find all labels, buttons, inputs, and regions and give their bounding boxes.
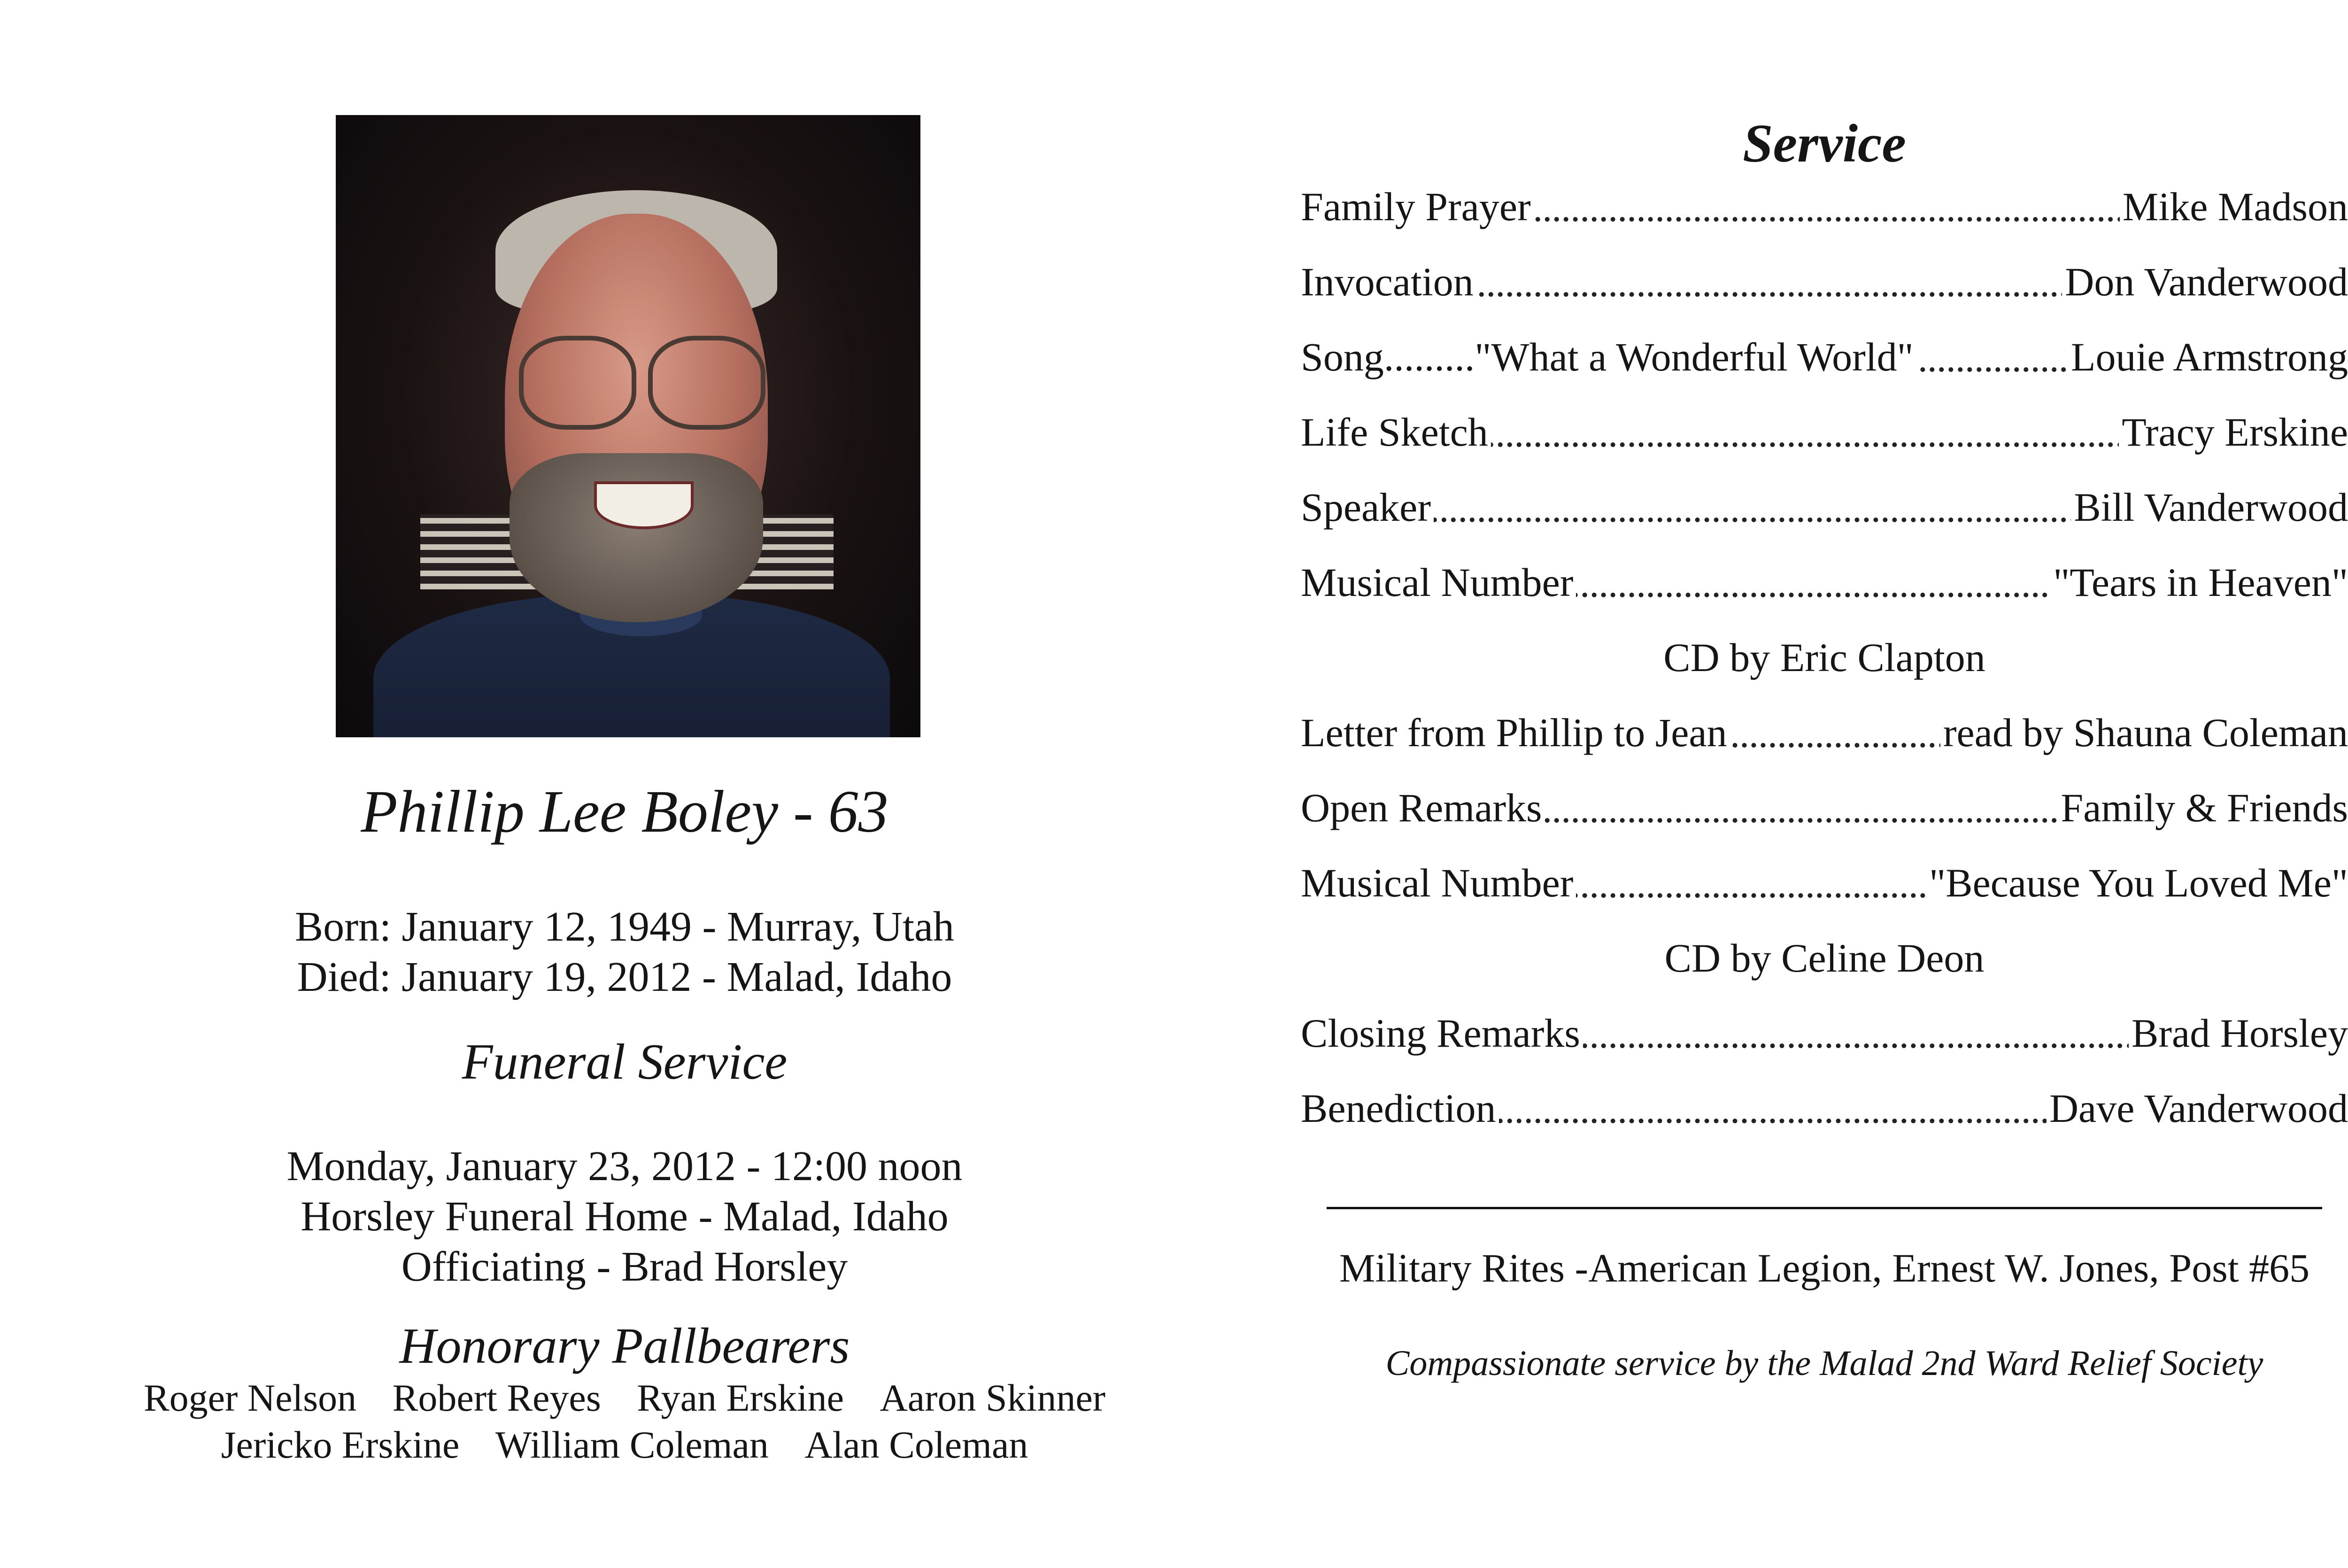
program-item-label: Speaker xyxy=(1301,484,1434,531)
pallbearer: Roger Nelson xyxy=(143,1376,357,1419)
program-item-label: Family Prayer xyxy=(1301,183,1534,230)
program-item-person: read by Shauna Coleman xyxy=(1940,709,2348,756)
program-item xyxy=(1301,183,2348,235)
program-item-person: Family & Friends xyxy=(2058,784,2348,831)
pallbearer: Robert Reyes xyxy=(392,1376,601,1419)
program-item-label: Benediction xyxy=(1301,1085,1499,1132)
program-item-person: Don Vanderwood xyxy=(2062,258,2348,305)
portrait-photo xyxy=(336,115,920,737)
pallbearers-heading: Honorary Pallbearers xyxy=(399,1318,850,1374)
cd-note-2: CD by Celine Deon xyxy=(1664,935,1985,981)
program-item-label: Open Remarks xyxy=(1301,784,1545,831)
funeral-date-time: Monday, January 23, 2012 - 12:00 noon xyxy=(286,1143,963,1190)
program-item-person: Tracy Erskine xyxy=(2119,409,2348,456)
program-item-label: Musical Number xyxy=(1301,859,1576,906)
died-line: Died: January 19, 2012 - Malad, Idaho xyxy=(297,954,952,1000)
pallbearer: Aaron Skinner xyxy=(880,1376,1106,1419)
pallbearer: William Coleman xyxy=(495,1423,769,1466)
program-item-label: Life Sketch xyxy=(1301,409,1491,456)
military-rites: Military Rites -American Legion, Ernest W. Jones, Post #65 xyxy=(1339,1245,2310,1290)
birth-death-info xyxy=(94,902,1155,1002)
program-item xyxy=(1301,559,2348,610)
program-item-person: "Because You Loved Me" xyxy=(1926,859,2348,906)
program-item-person: Louie Armstrong xyxy=(2068,333,2348,380)
program-item-label: Invocation xyxy=(1301,258,1476,305)
program-item-label: Letter from Phillip to Jean xyxy=(1301,709,1730,756)
pallbearers-row-2 xyxy=(94,1423,1155,1467)
pallbearers-row-1 xyxy=(94,1376,1155,1420)
program-item-person: Bill Vanderwood xyxy=(2071,484,2348,531)
program-item-label: Song........."What a Wonderful World" xyxy=(1301,333,1916,380)
service-title: Service xyxy=(1743,114,1906,174)
pallbearer: Jericko Erskine xyxy=(221,1423,460,1466)
program-item xyxy=(1301,409,2348,460)
relief-society-note: Compassionate service by the Malad 2nd Ward Relief Society xyxy=(1385,1344,2263,1383)
cd-note-1: CD by Eric Clapton xyxy=(1663,635,1985,680)
program-item xyxy=(1301,1085,2348,1136)
funeral-location: Horsley Funeral Home - Malad, Idaho xyxy=(301,1193,949,1240)
program-item-person: Dave Vanderwood xyxy=(2047,1085,2348,1132)
program-item xyxy=(1301,333,2348,385)
program-item-person: Brad Horsley xyxy=(2129,1010,2348,1057)
divider-line xyxy=(1327,1207,2322,1209)
program-item xyxy=(1301,859,2348,911)
pallbearer: Alan Coleman xyxy=(804,1423,1028,1466)
program-item-person: Mike Madson xyxy=(2120,183,2348,230)
program-item xyxy=(1301,709,2348,761)
program-item xyxy=(1301,1010,2348,1061)
program-item-label: Closing Remarks xyxy=(1301,1010,1583,1057)
program-item xyxy=(1301,484,2348,535)
deceased-name: Phillip Lee Boley - 63 xyxy=(361,778,888,845)
born-line: Born: January 12, 1949 - Murray, Utah xyxy=(295,904,954,950)
funeral-details xyxy=(94,1141,1155,1292)
funeral-service-heading: Funeral Service xyxy=(462,1034,788,1090)
program-item-person: "Tears in Heaven" xyxy=(2050,559,2348,606)
pallbearer: Ryan Erskine xyxy=(637,1376,844,1419)
program-item-label: Musical Number xyxy=(1301,559,1576,606)
program-item xyxy=(1301,258,2348,310)
officiating: Officiating - Brad Horsley xyxy=(401,1244,848,1290)
program-item xyxy=(1301,784,2348,836)
